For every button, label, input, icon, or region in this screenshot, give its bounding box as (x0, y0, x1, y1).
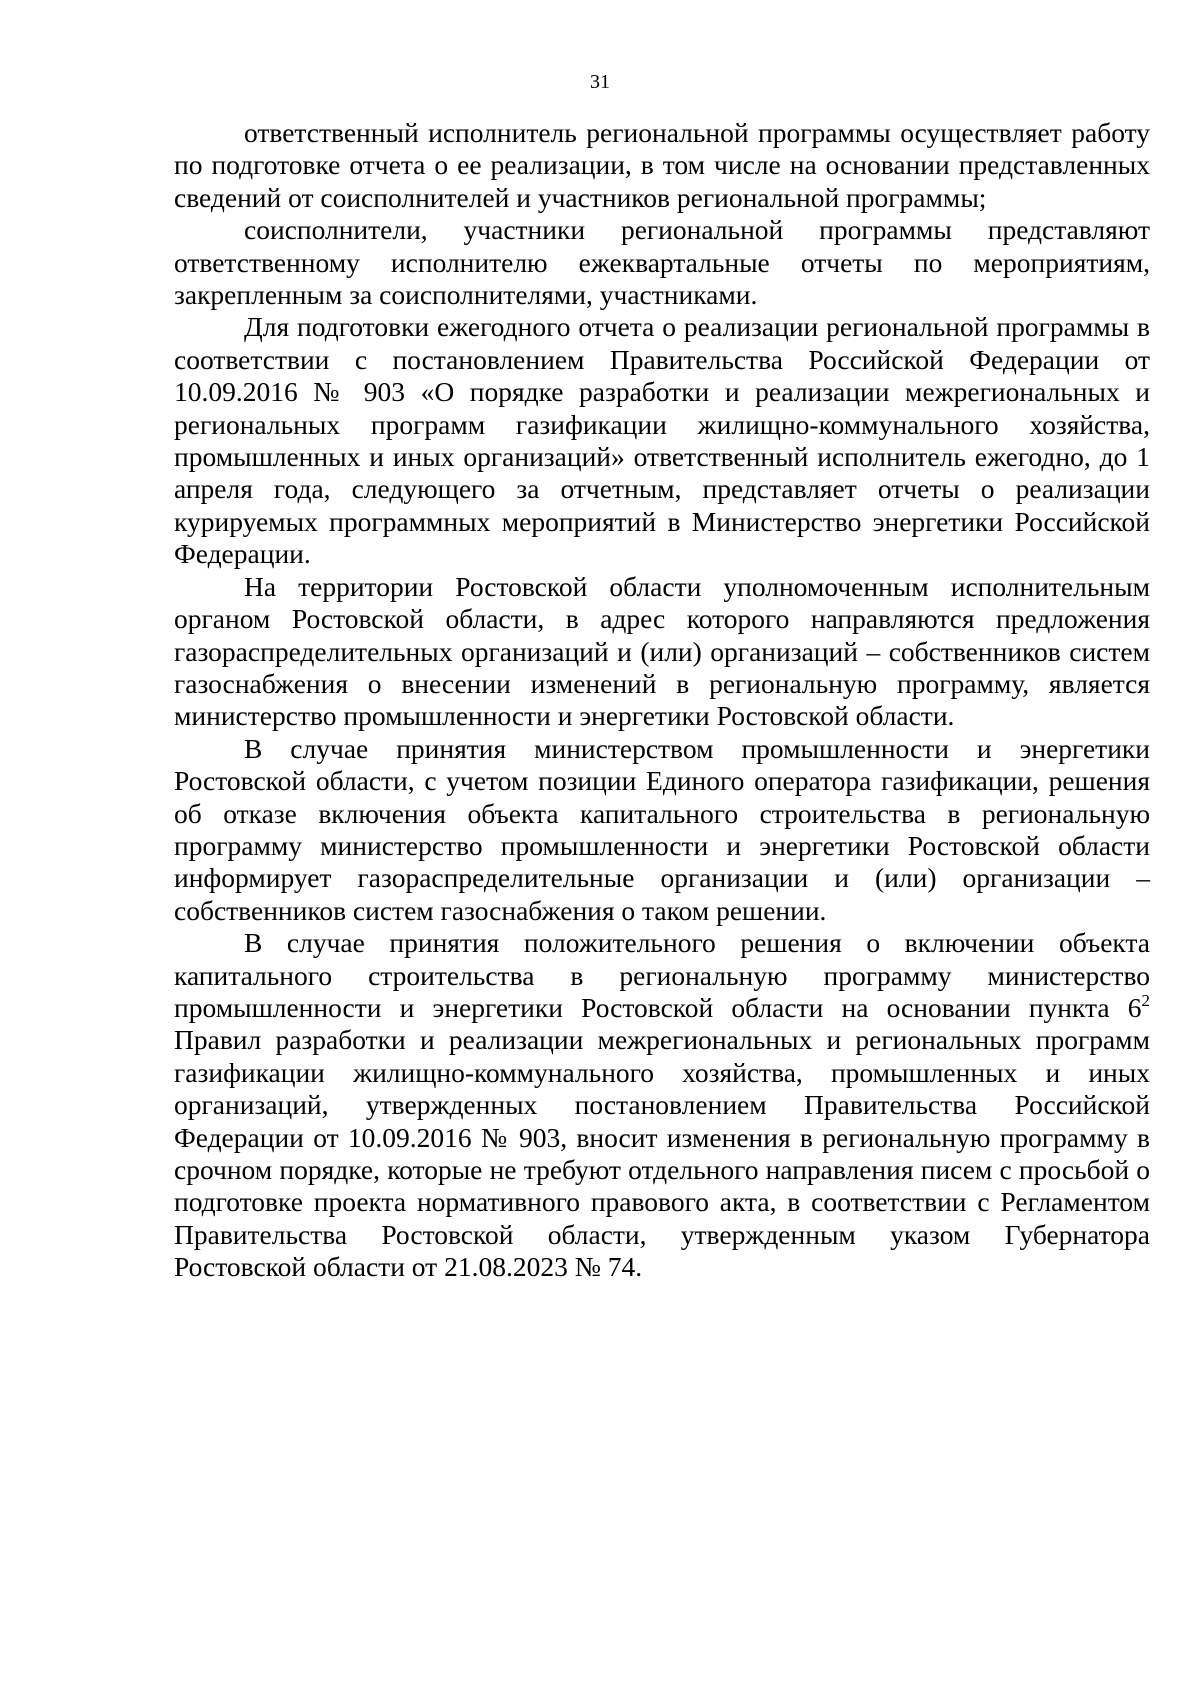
paragraph-positive-decision-start: В случае принятия положительного решения о включении объекта капитального строительства в региональную программу министерство промышленности и энергетики Ростовской области на основании пункта 6 (174, 927, 1150, 1023)
page-number: 31 (590, 71, 610, 93)
paragraph-co-executors: соисполнители, участники региональной программы представляют ответственному исполнителю ежеквартальные отчеты по мероприятиям, закрепленным за соисполнителями, участниками. (174, 214, 1150, 311)
clause-superscript: 2 (1141, 990, 1150, 1010)
document-body (174, 117, 1150, 1284)
paragraph-positive-decision (174, 927, 1150, 1283)
paragraph-annual-report: Для подготовки ежегодного отчета о реализации региональной программы в соответствии с постановлением Правительства Российской Федерации от 10.09.2016 № 903 «О порядке разработки и реализации межрегиональных и региональных программ газификации жилищно-коммунального хозяйства, промышленных и иных организаций» ответственный исполнитель ежегодно, до 1 апреля года, следующего за отчетным, представляет отчеты о реализации курируемых программных мероприятий в Министерство энергетики Российской Федерации. (174, 311, 1150, 570)
paragraph-responsible-executor: ответственный исполнитель региональной программы осуществляет работу по подготовке отчета о ее реализации, в том числе на основании представленных сведений от соисполнителей и участников региональной программы; (174, 117, 1150, 213)
paragraph-positive-decision-end: Правил разработки и реализации межрегиональных и региональных программ газификации жилищно-коммунального хозяйства, промышленных и иных организаций, утвержденных постановлением Правительства Российской Федерации от 10.09.2016 № 903, вносит изменения в региональную программу в срочном порядке, которые не требуют отдельного направления писем с просьбой о подготовке проекта нормативного правового акта, в соответствии с Регламентом Правительства Ростовской области, утвержденным указом Губернатора Ростовской области от 21.08.2023 № 74. (174, 1024, 1150, 1283)
paragraph-authorized-body: На территории Ростовской области уполномоченным исполнительным органом Ростовской области, в адрес которого направляются предложения газораспределительных организаций и (или) организаций – собственников систем газоснабжения о внесении изменений в региональную программу, является министерство промышленности и энергетики Ростовской области. (174, 570, 1150, 732)
paragraph-refusal-decision: В случае принятия министерством промышленности и энергетики Ростовской области, с учетом позиции Единого оператора газификации, решения об отказе включения объекта капитального строительства в региональную программу министерство промышленности и энергетики Ростовской области информирует газораспределительные организации и (или) организации – собственников систем газоснабжения о таком решении. (174, 732, 1150, 926)
